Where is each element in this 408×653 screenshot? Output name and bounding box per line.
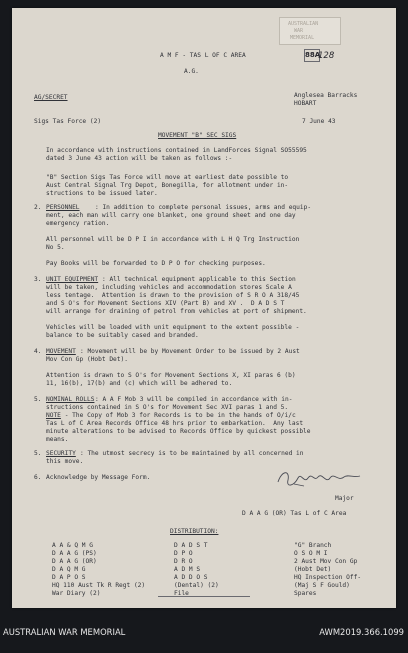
dist-col1-item: D A A G (OR) [52, 558, 97, 565]
dist-col2-item: (Dental) (2) [174, 582, 219, 589]
location-line2: HOBART [294, 100, 317, 107]
para3-num: 3. [34, 276, 42, 283]
archive-footer [0, 613, 408, 653]
dist-col1-item: D A A G (PS) [52, 550, 97, 557]
dist-col2-item: D R O [174, 558, 193, 565]
dist-col1-item: War Diary (2) [52, 590, 101, 597]
para2-extra: No 5. [46, 244, 65, 251]
para1-line: structions to be issued later. [46, 190, 158, 197]
dist-col2-item: D P O [174, 550, 193, 557]
para5-line: : A A F Mob 3 will be compiled in accordance with in- [95, 396, 293, 403]
para2-line: : In addition to complete personal issues, arms and equip- [95, 204, 312, 211]
para3-line: : All technical equipment applicable to this Section [102, 276, 296, 283]
location-line1: Anglesea Barracks [294, 92, 358, 99]
distribution-heading: DISTRIBUTION: [170, 528, 219, 535]
dist-col2-item: D A D S T [174, 542, 208, 549]
signer-rank: Major [335, 495, 354, 502]
intro-line: dated 3 June 43 action will be taken as follows :- [46, 155, 233, 162]
dist-col1-item: D A P O S [52, 574, 86, 581]
para7-num: 6. [34, 474, 42, 481]
para3-line: will arrange for draining of petrol from vehicles at port of shipment. [46, 308, 307, 315]
date: 7 June 43 [302, 118, 336, 125]
para2-heading: PERSONNEL [46, 204, 80, 211]
para2-extra: Pay Books will be forwarded to D P O for checking purposes. [46, 260, 266, 267]
para4-num: 4. [34, 348, 42, 355]
para6-line: : The utmost secrecy is to be maintained by all concerned in [80, 450, 304, 457]
dist-col3-item: Spares [294, 590, 317, 597]
dist-col2-item: A D D O S [174, 574, 208, 581]
ref-box: 88A [304, 49, 320, 62]
note-line: means. [46, 436, 69, 443]
ref-number: 128 [318, 51, 335, 61]
para4-extra: 11, 16(b), 17(b) and (c) which will be adhered to. [46, 380, 233, 387]
para2-line: emergency ration. [46, 220, 110, 227]
para5-heading: NOMINAL ROLLS [46, 396, 95, 403]
para4-line: : Movement will be by Movement Order to be issued by 2 Aust [80, 348, 300, 355]
note-line: minute alterations to be advised to Records Office by quickest possible [46, 428, 311, 435]
para6-line: this move. [46, 458, 84, 465]
para7-text: Acknowledge by Message Form. [46, 474, 151, 481]
note-line: Tas L of C Area Records Office 48 hrs prior to embarkation. Any last [46, 420, 304, 427]
para3-extra: Vehicles will be loaded with unit equipment to the extent possible - [46, 324, 300, 331]
dist-col3-item: "G" Branch [294, 542, 332, 549]
dist-col1-item: D A Q M G [52, 566, 86, 573]
classification: AG/SECRET [34, 94, 68, 101]
subject: MOVEMENT "B" SEC SIGS [158, 132, 237, 139]
dist-col3-item: (Hobt Det) [294, 566, 332, 573]
dist-col1-item: A A & Q M G [52, 542, 93, 549]
para2-line: ment, each man will carry one blanket, one ground sheet and one day [46, 212, 296, 219]
intro-line: In accordance with instructions contained in LandForces Signal SO55595 [46, 147, 307, 154]
dist-col2-item: File [174, 590, 189, 597]
para1-line: "B" Section Sigs Tas Force will move at earliest date possible to [46, 174, 289, 181]
para5-num: 5. [34, 396, 42, 403]
document-page [12, 8, 396, 608]
para6-num: 5. [34, 450, 42, 457]
footer-accession: AWM2019.366.1099 [319, 627, 404, 637]
para4-line: Mov Con Gp (Hobt Det). [46, 356, 128, 363]
para3-line: will be taken, including vehicles and accommodation stores Scale A [46, 284, 292, 291]
para3-heading: UNIT EQUIPMENT [46, 276, 99, 283]
para6-heading: SECURITY [46, 450, 76, 457]
para3-extra: balance to be suitably cased and branded. [46, 332, 199, 339]
para2-num: 2. [34, 204, 42, 211]
archive-stamp: AUSTRALIAN WAR MEMORIAL [279, 17, 341, 45]
handwritten-signature [274, 466, 364, 492]
para2-extra: All personnel will be D P I in accordance with L H Q Trg Instruction [46, 236, 300, 243]
dist-col3-item: HQ Inspection Off- [294, 574, 362, 581]
closing-rule [158, 596, 250, 597]
para3-line: and S O's for Movement Sections XIV (Part B) and XV . D A D S T [46, 300, 285, 307]
para5-line: structions contained in S O's for Movement Sec XVI paras 1 and 5. [46, 404, 289, 411]
para4-heading: MOVEMENT [46, 348, 76, 355]
note-line: - The Copy of Mob 3 for Records is to be in the hands of O/i/c [61, 412, 296, 419]
para3-line: less tentage. Attention is drawn to the provision of S R O A 318/45 [46, 292, 300, 299]
dist-col3-item: (Maj S F Gould) [294, 582, 350, 589]
dist-col3-item: 2 Aust Mov Con Gp [294, 558, 358, 565]
org-subtitle: A.G. [184, 68, 199, 75]
para4-extra: Attention is drawn to S O's for Movement Sections X, XI paras 6 (b) [46, 372, 296, 379]
signer-title: D A A G (OR) Tas L of C Area [242, 510, 347, 517]
dist-col3-item: O S O M I [294, 550, 328, 557]
dist-col2-item: A D M S [174, 566, 201, 573]
footer-institution: AUSTRALIAN WAR MEMORIAL [3, 627, 126, 637]
para1-line: Aust Central Signal Trg Depot, Bonegilla, for allotment under in- [46, 182, 289, 189]
dist-col1-item: HQ 110 Aust Tk R Regt (2) [52, 582, 146, 589]
org-header: A M F - TAS L OF C AREA [160, 52, 246, 59]
from-line: Sigs Tas Force (2) [34, 118, 102, 125]
note-heading: NOTE [46, 412, 61, 419]
